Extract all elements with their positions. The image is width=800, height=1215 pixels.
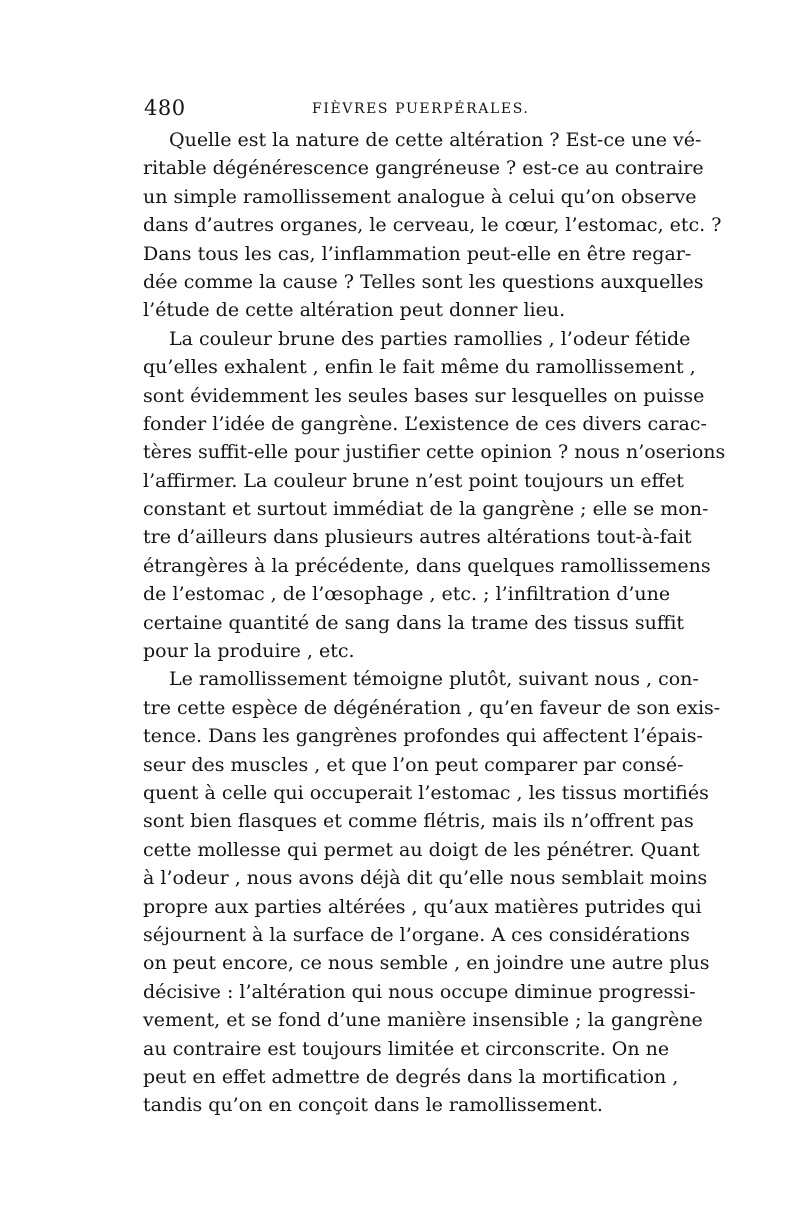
text-line: certaine quantité de sang dans la trame des tissus suffit — [143, 611, 685, 634]
text-line: un simple ramollissement analogue à celui qu’on observe — [143, 185, 697, 208]
text-line: séjournent à la surface de l’organe. A ces considérations — [143, 923, 690, 946]
text-line: sont évidemment les seules bases sur lesquelles on puisse — [143, 384, 705, 407]
body-text — [143, 126, 726, 1120]
text-line: tères suffit-elle pour justifier cette opinion ? nous n’oserions — [143, 441, 726, 464]
text-line: pour la produire , etc. — [143, 640, 355, 663]
text-line: qu’elles exhalent , enfin le fait même du ramollissement , — [143, 356, 696, 379]
text-line: cette mollesse qui permet au doigt de les pénétrer. Quant — [143, 838, 700, 861]
text-line: La couleur brune des parties ramollies , l’odeur fétide — [169, 327, 691, 350]
running-title: FIÈVRES PUERPÉRALES. — [312, 101, 530, 117]
text-line: tre cette espèce de dégénération , qu’en faveur de son exis- — [143, 696, 721, 719]
paragraph — [143, 126, 722, 325]
text-line: ritable dégénérescence gangréneuse ? est-ce au contraire — [143, 157, 704, 180]
text-line: à l’odeur , nous avons déjà dit qu’elle nous semblait moins — [143, 867, 708, 890]
text-line: décisive : l’altération qui nous occupe diminue progressi- — [143, 980, 696, 1003]
paragraph — [143, 325, 726, 666]
text-line: fonder l’idée de gangrène. L’existence de ces divers carac- — [143, 412, 707, 435]
text-line: peut en effet admettre de degrés dans la mortification , — [143, 1065, 679, 1088]
text-line: sont bien flasques et comme flétris, mais ils n’offrent pas — [143, 810, 694, 833]
text-line: vement, et se fond d’une manière insensible ; la gangrène — [143, 1009, 703, 1032]
text-line: tence. Dans les gangrènes profondes qui affectent l’épais- — [143, 725, 703, 748]
text-line: étrangères à la précédente, dans quelques ramollissemens — [143, 554, 711, 577]
paragraph — [143, 665, 721, 1119]
text-line: tre d’ailleurs dans plusieurs autres altérations tout-à-fait — [143, 526, 692, 549]
text-line: dée comme la cause ? Telles sont les questions auxquelles — [143, 270, 704, 293]
text-line: seur des muscles , et que l’on peut comparer par consé- — [143, 753, 684, 776]
text-line: Dans tous les cas, l’inflammation peut-elle en être regar- — [143, 242, 692, 265]
text-line: Le ramollissement témoigne plutôt, suivant nous , con- — [169, 668, 699, 691]
page-header — [144, 96, 666, 126]
text-line: l’affirmer. La couleur brune n’est point toujours un effet — [143, 469, 684, 492]
text-line: au contraire est toujours limitée et circonscrite. On ne — [143, 1037, 670, 1060]
text-line: quent à celle qui occuperait l’estomac , les tissus mortifiés — [143, 781, 709, 804]
text-line: de l’estomac , de l’œsophage , etc. ; l’infiltration d’une — [143, 583, 671, 606]
text-line: l’étude de cette altération peut donner lieu. — [143, 299, 566, 322]
text-line: Quelle est la nature de cette altération ? Est-ce une vé- — [169, 129, 702, 151]
page-number: 480 — [144, 96, 186, 120]
text-line: tandis qu’on en conçoit dans le ramollissement. — [143, 1094, 603, 1117]
text-line: constant et surtout immédiat de la gangrène ; elle se mon- — [143, 498, 709, 521]
text-line: propre aux parties altérées , qu’aux matières putrides qui — [143, 895, 702, 918]
text-line: dans d’autres organes, le cerveau, le cœur, l’estomac, etc. ? — [143, 214, 722, 237]
text-line: on peut encore, ce nous semble , en joindre une autre plus — [143, 952, 710, 975]
